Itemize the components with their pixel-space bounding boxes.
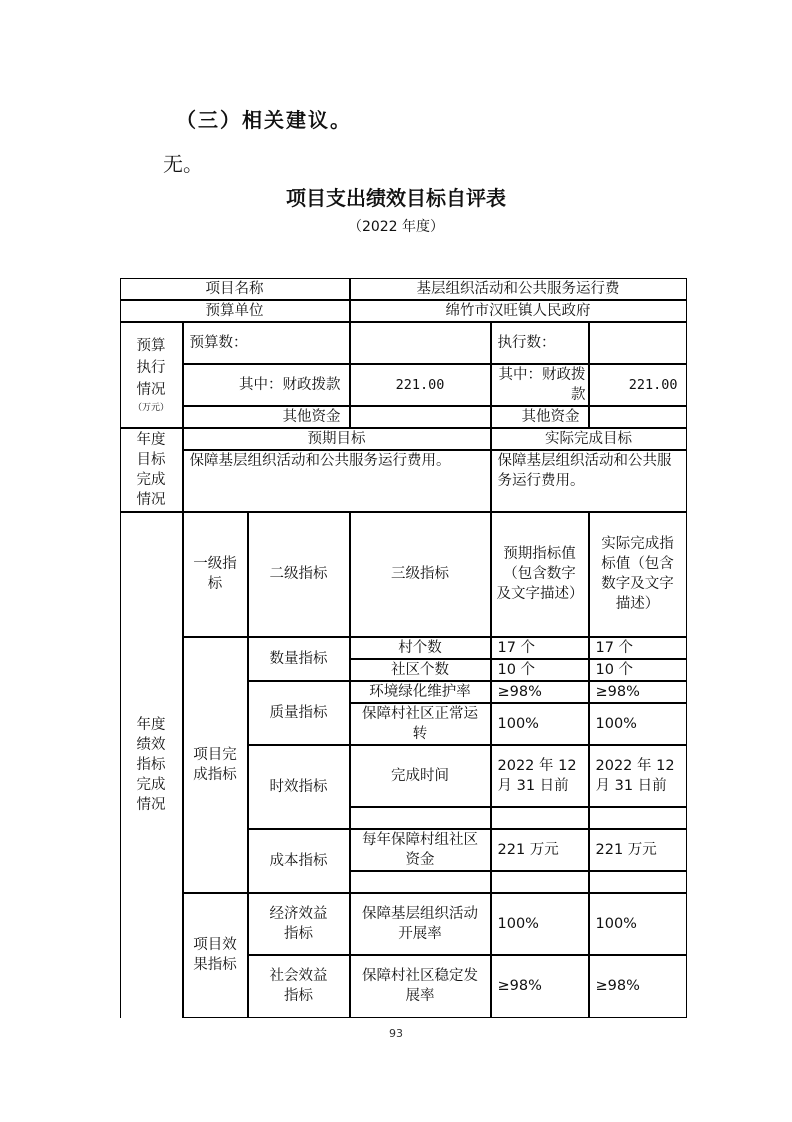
expected-goal-header: 预期目标 [183, 428, 491, 450]
perf-label-cell [120, 512, 183, 1018]
other-exec-value [589, 406, 687, 428]
group-completion-label: 项目完成指标 [183, 637, 248, 893]
sub-quantity-label: 数量指标 [248, 637, 350, 681]
table-row-greening-rate: 环境绿化维护率 [350, 681, 491, 703]
header-level1: 一级指标 [183, 512, 248, 637]
empty-2-expected [491, 871, 589, 893]
village-count-expected: 17 个 [491, 637, 589, 659]
exec-amount-value [589, 322, 687, 364]
sub-timeliness-label: 时效指标 [248, 745, 350, 829]
evaluation-table [120, 278, 686, 1018]
page-number: 93 [389, 1027, 403, 1040]
community-count-expected: 10 个 [491, 659, 589, 681]
document-title: 项目支出绩效目标自评表 [286, 186, 506, 210]
village-count-actual: 17 个 [589, 637, 687, 659]
empty-2-actual [589, 871, 687, 893]
table-row-activity-rate: 保障基层组织活动开展率 [350, 893, 491, 955]
normal-operation-actual: 100% [589, 703, 687, 745]
perf-label: 年度绩效指标完成情况 [136, 717, 166, 813]
budget-exec-unit: （万元） [132, 402, 169, 413]
header-expected: 预期指标值（包含数字及文字描述） [491, 512, 589, 637]
exec-amount-label: 执行数： [491, 322, 589, 364]
project-name-label: 项目名称 [120, 278, 350, 300]
suggestion-text: 无。 [163, 152, 203, 176]
sub-quality-label: 质量指标 [248, 681, 350, 745]
budget-unit-value: 绵竹市汉旺镇人民政府 [350, 300, 687, 322]
activity-rate-actual: 100% [589, 893, 687, 955]
project-name-value: 基层组织活动和公共服务运行费 [350, 278, 687, 300]
sub-cost-label: 成本指标 [248, 829, 350, 893]
completion-time-expected: 2022 年 12 月 31 日前 [491, 745, 589, 807]
actual-goal-header: 实际完成目标 [491, 428, 687, 450]
header-level2: 二级指标 [248, 512, 350, 637]
table-row-community-count: 社区个数 [350, 659, 491, 681]
sub-economic-label: 经济效益指标 [248, 893, 350, 955]
greening-rate-expected: ≥98% [491, 681, 589, 703]
other-budget-label: 其他资金 [183, 406, 350, 428]
other-budget-value [350, 406, 491, 428]
normal-operation-expected: 100% [491, 703, 589, 745]
table-row-normal-operation: 保障村社区正常运转 [350, 703, 491, 745]
header-level3: 三级指标 [350, 512, 491, 637]
table-row-empty-2 [350, 871, 491, 893]
document-year: （2022 年度） [347, 219, 445, 235]
completion-time-actual: 2022 年 12 月 31 日前 [589, 745, 687, 807]
fiscal-exec-label: 其中：财政拨款 [491, 364, 589, 406]
section-heading: （三）相关建议。 [176, 108, 352, 132]
stability-rate-actual: ≥98% [589, 955, 687, 1018]
fiscal-budget-value: 221.00 [350, 364, 491, 406]
fiscal-budget-label: 其中：财政拨款 [183, 364, 350, 406]
annual-goal-label-cell [120, 428, 183, 512]
table-row-completion-time: 完成时间 [350, 745, 491, 807]
greening-rate-actual: ≥98% [589, 681, 687, 703]
other-exec-label: 其他资金 [491, 406, 589, 428]
budget-exec-label: 预算执行情况 [136, 337, 166, 398]
table-row-village-count: 村个数 [350, 637, 491, 659]
stability-rate-expected: ≥98% [491, 955, 589, 1018]
table-row-funding: 每年保障村组社区资金 [350, 829, 491, 871]
funding-actual: 221 万元 [589, 829, 687, 871]
annual-goal-label: 年度目标完成情况 [136, 431, 166, 508]
empty-1-actual [589, 807, 687, 829]
table-row-empty-1 [350, 807, 491, 829]
activity-rate-expected: 100% [491, 893, 589, 955]
expected-goal-text: 保障基层组织活动和公共服务运行费用。 [183, 450, 491, 512]
empty-1-expected [491, 807, 589, 829]
group-effect-label: 项目效果指标 [183, 893, 248, 1018]
funding-expected: 221 万元 [491, 829, 589, 871]
fiscal-exec-value: 221.00 [589, 364, 687, 406]
header-actual: 实际完成指标值（包含数字及文字描述） [589, 512, 687, 637]
sub-social-label: 社会效益指标 [248, 955, 350, 1018]
actual-goal-text: 保障基层组织活动和公共服务运行费用。 [491, 450, 687, 512]
budget-amount-label: 预算数： [183, 322, 350, 364]
budget-exec-label-cell [120, 322, 183, 428]
budget-unit-label: 预算单位 [120, 300, 350, 322]
budget-amount-value [350, 322, 491, 364]
community-count-actual: 10 个 [589, 659, 687, 681]
table-row-stability-rate: 保障村社区稳定发展率 [350, 955, 491, 1018]
